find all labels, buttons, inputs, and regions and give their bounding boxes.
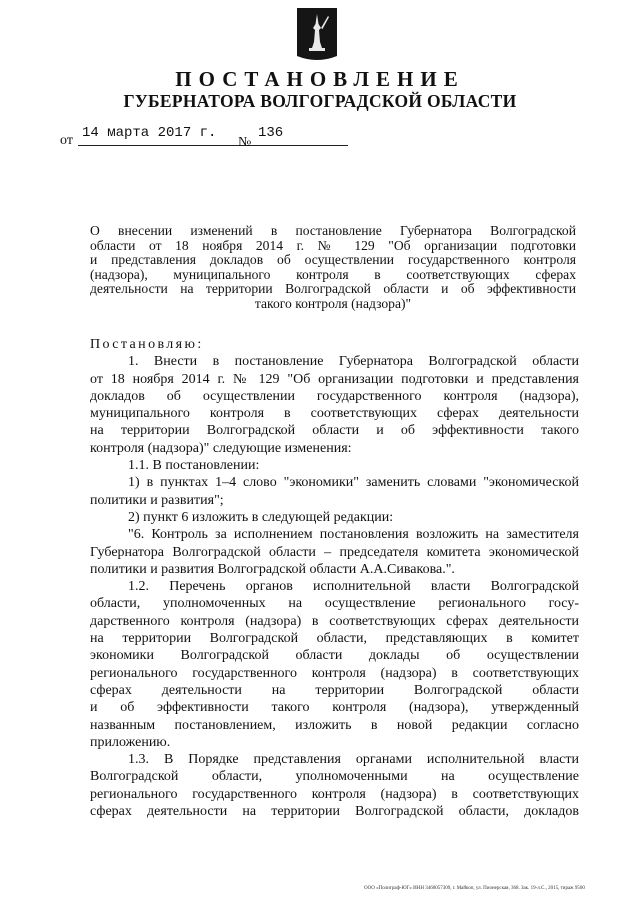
subject-line: деятельности на территории Волгоградской области и об эффективности: [90, 281, 576, 297]
body-line: Губернатора Волгоградской области – председателя комитета экономической: [90, 544, 579, 560]
print-imprint: ООО «Полиграф-ЮГ» ИНН 3460057309, г. Майкоп, ул. Пионерская, 368. Зак. 19-л.С., 2015, тираж 9500: [364, 886, 585, 891]
body-line: на территории Волгоградской области и об эффективности такого: [90, 423, 579, 439]
subject-line: О внесении изменений в постановление Губернатора Волгоградской: [90, 223, 576, 238]
volgograd-emblem-icon: [297, 8, 337, 62]
number-value: 136: [258, 125, 284, 141]
body-line: политики и развития Волгоградской области А.А.Сивакова.".: [90, 561, 455, 577]
body-line: регионального государственного контроля (надзора) в соответствующих: [90, 665, 579, 681]
body-line: регионального государственного контроля (надзора) в соответствующих: [90, 786, 579, 802]
body-line: "6. Контроль за исполнением постановления возложить на заместителя: [128, 527, 579, 543]
body-line: Волгоградской области, уполномоченными на осуществление: [90, 769, 579, 785]
resolve-word: Постановляю:: [90, 337, 204, 352]
document-title: ПОСТАНОВЛЕНИЕ: [175, 67, 465, 91]
body-line: 1.1. В постановлении:: [128, 458, 260, 474]
document-subject: [90, 224, 576, 312]
subject-line: и представления докладов об осуществлении государственного контроля: [90, 252, 576, 268]
body-line: от 18 ноября 2014 г. № 129 "Об организации подготовки и представления: [90, 371, 579, 387]
body-line: на территории Волгоградской области, представляющих в комитет: [90, 631, 579, 647]
subject-line: (надзора), муниципального контроля в соответствующих сферах: [90, 266, 576, 282]
body-line: приложению.: [90, 734, 171, 750]
body-line: 1.2. Перечень органов исполнительной власти Волгоградской: [128, 579, 579, 595]
date-value: 14 марта 2017 г.: [82, 125, 217, 141]
subject-line: такого контроля (надзора)": [254, 295, 412, 311]
subject-line: области от 18 ноября 2014 г. № 129 "Об организации подготовки: [90, 237, 576, 253]
document-body: [90, 336, 579, 820]
body-line: 1. Внести в постановление Губернатора Волгоградской области: [128, 354, 579, 370]
body-line: сферах деятельности на территории Волгоградской области, докладов: [90, 804, 579, 820]
body-line: 1) в пунктах 1–4 слово "экономики" заменить словами "экономической: [128, 475, 579, 491]
body-line: политики и развития";: [90, 492, 224, 508]
document-subtitle: ГУБЕРНАТОРА ВОЛГОГРАДСКОЙ ОБЛАСТИ: [123, 91, 517, 111]
body-line: контроля (надзора)" следующие изменения:: [90, 440, 352, 456]
body-line: области, уполномоченных на осуществление регионального госу-: [90, 596, 579, 612]
body-line: и об эффективности такого контроля (надзора), утвержденный: [90, 700, 579, 716]
document-meta: [60, 125, 580, 149]
body-line: докладов об осуществлении государственного контроля (надзора),: [90, 388, 579, 404]
body-line: экономики Волгоградской области доклады об осуществлении: [90, 648, 579, 664]
number-underline: [256, 145, 348, 146]
body-line: 1.3. В Порядке представления органами исполнительной власти: [128, 752, 579, 768]
body-line: 2) пункт 6 изложить в следующей редакции:: [128, 509, 394, 525]
body-line: муниципального контроля в соответствующих сферах деятельности: [90, 406, 579, 422]
body-line: сферах деятельности на территории Волгоградской области: [90, 682, 579, 698]
number-label: №: [238, 135, 252, 150]
body-line: названным постановлением, изложить в новой редакции согласно: [90, 717, 579, 733]
body-line: дарственного контроля (надзора) в соответствующих сферах деятельности: [90, 613, 579, 629]
date-label: от: [60, 133, 73, 148]
